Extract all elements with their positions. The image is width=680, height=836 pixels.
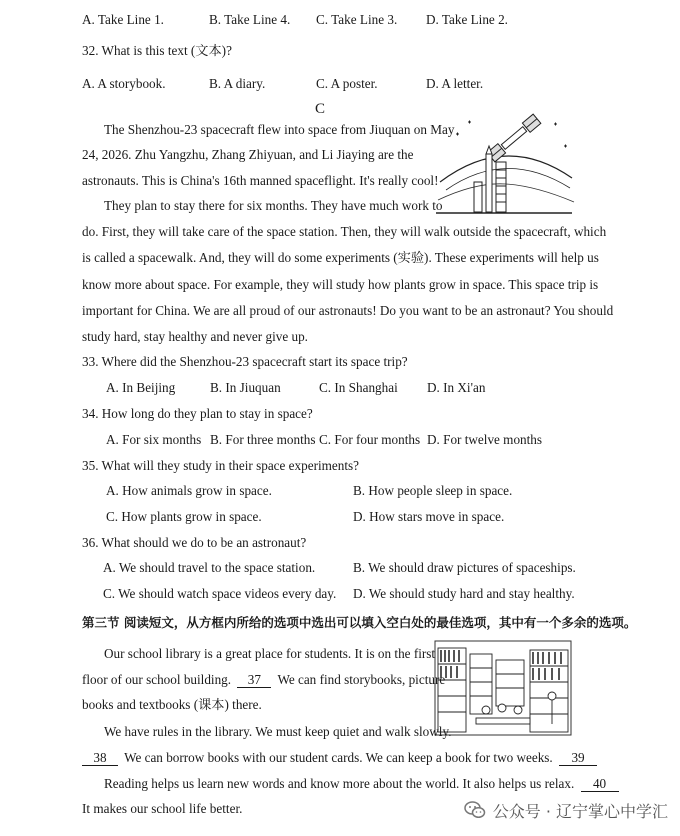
library-line-4: We have rules in the library. We must keep quiet and walk slowly. (104, 724, 452, 739)
library-line-6-text: Reading helps us learn new words and know more about the world. It also helps us relax. (104, 776, 575, 791)
passage-c-line-9: study hard, stay healthy and never give up. (82, 329, 308, 344)
passage-c-line-6: is called a spacewalk. And, they will do some experiments (实验). These experiments will help us (82, 250, 599, 265)
q35-stem: 35. What will they study in their space experiments? (82, 458, 359, 473)
q32-option-c: C. A poster. (316, 76, 378, 91)
passage-c-line-1: The Shenzhou-23 spacecraft flew into space from Jiuquan on May (104, 122, 455, 137)
q33-option-c: C. In Shanghai (319, 380, 398, 395)
q33-option-a: A. In Beijing (106, 380, 176, 395)
q34-stem: 34. How long do they plan to stay in space? (82, 406, 313, 421)
blank-38[interactable]: 38 (82, 750, 118, 766)
q34-option-b: B. For three months (210, 432, 316, 447)
q31-option-c: C. Take Line 3. (316, 12, 398, 27)
passage-c-line-7: know more about space. For example, they will study how plants grow in space. This space trip is (82, 277, 599, 292)
q32-option-b: B. A diary. (209, 76, 266, 91)
q33-stem: 33. Where did the Shenzhou-23 spacecraft start its space trip? (82, 354, 408, 369)
q35-option-b: B. How people sleep in space. (353, 483, 513, 498)
q32-option-a: A. A storybook. (82, 76, 166, 91)
section-3-heading: 第三节 阅读短文，从方框内所给的选项中选出可以填入空白处的最佳选项，其中有一个多余的选项。 (82, 615, 637, 630)
q33-option-b: B. In Jiuquan (210, 380, 281, 395)
q36-option-a: A. We should travel to the space station. (103, 560, 316, 575)
watermark (463, 798, 668, 822)
library-line-7: It makes our school life better. (82, 801, 243, 816)
wechat-icon (463, 798, 487, 822)
q36-option-d: D. We should study hard and stay healthy. (353, 586, 575, 601)
library-line-5-text: We can borrow books with our student cards. We can keep a book for two weeks. (124, 750, 553, 765)
q33-option-d: D. In Xi'an (427, 380, 486, 395)
blank-39[interactable]: 39 (559, 750, 597, 766)
passage-c-line-2: 24, 2026. Zhu Yangzhu, Zhang Zhiyuan, and Li Jiaying are the (82, 147, 414, 162)
q36-option-b: B. We should draw pictures of spaceships. (353, 560, 576, 575)
q31-option-b: B. Take Line 4. (209, 12, 291, 27)
q35-option-a: A. How animals grow in space. (106, 483, 272, 498)
library-line-1: Our school library is a great place for students. It is on the first (104, 646, 436, 661)
passage-c-line-4: They plan to stay there for six months. They have much work to (104, 198, 443, 213)
q34-option-a: A. For six months (106, 432, 202, 447)
q31-option-d: D. Take Line 2. (426, 12, 508, 27)
q35-option-d: D. How stars move in space. (353, 509, 505, 524)
library-line-2-end: We can find storybooks, picture (277, 672, 446, 687)
q35-option-c: C. How plants grow in space. (106, 509, 262, 524)
q34-option-d: D. For twelve months (427, 432, 543, 447)
passage-c-line-3: astronauts. This is China's 16th manned spaceflight. It's really cool! (82, 173, 439, 188)
passage-c-line-5: do. First, they will take care of the space station. Then, they will walk outside the spacecraft, which (82, 224, 607, 239)
blank-40[interactable]: 40 (581, 776, 619, 792)
q31-option-a: A. Take Line 1. (82, 12, 164, 27)
section-c-title: C (315, 101, 326, 117)
spacecraft-illustration (436, 112, 576, 216)
library-line-2 (82, 671, 445, 689)
library-illustration (434, 640, 572, 736)
spaceship-icon (487, 114, 541, 162)
q36-option-c: C. We should watch space videos every day. (103, 586, 337, 601)
library-line-3: books and textbooks (课本) there. (82, 697, 262, 712)
library-line-5 (82, 749, 600, 767)
blank-37[interactable]: 37 (237, 672, 271, 688)
q32-option-d: D. A letter. (426, 76, 484, 91)
q34-option-c: C. For four months (319, 432, 421, 447)
watermark-text: 公众号 · 辽宁掌心中学汇 (492, 801, 668, 821)
passage-c-line-8: important for China. We are all proud of our astronauts! Do you want to be an astronaut? You should (82, 303, 614, 318)
library-line-2-start: floor of our school building. (82, 672, 232, 687)
library-line-6 (104, 775, 622, 793)
q32-stem: 32. What is this text (文本)? (82, 43, 232, 58)
q36-stem: 36. What should we do to be an astronaut? (82, 535, 307, 550)
